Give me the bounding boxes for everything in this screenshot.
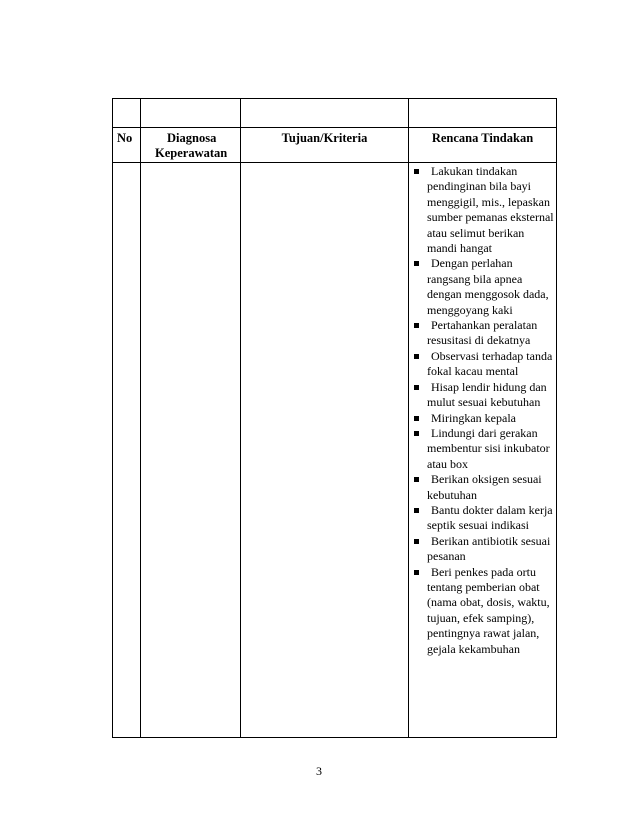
- blank-cell: [241, 99, 409, 128]
- cell-rencana: [409, 163, 557, 738]
- list-item: Dengan perlahan rangsang bila apnea dengan menggosok dada, menggoyang kaki: [413, 256, 554, 318]
- list-item: Lakukan tindakan pendinginan bila bayi menggigil, mis., lepaskan sumber pemanas eksternal atau selimut berikan mandi hangat: [413, 164, 554, 256]
- care-plan-table-container: [112, 98, 556, 738]
- square-bullet-icon: [414, 539, 419, 544]
- header-diagnosa: [141, 128, 241, 163]
- cell-diagnosa: [141, 163, 241, 738]
- list-item: Observasi terhadap tanda fokal kacau mental: [413, 349, 554, 380]
- cell-no: [113, 163, 141, 738]
- header-no: No: [113, 128, 141, 163]
- list-item: Miringkan kepala: [413, 411, 554, 426]
- list-item: Pertahankan peralatan resusitasi di dekatnya: [413, 318, 554, 349]
- header-row: [113, 128, 557, 163]
- list-item: Berikan antibiotik sesuai pesanan: [413, 534, 554, 565]
- header-diagnosa-line1: Diagnosa: [167, 131, 217, 145]
- square-bullet-icon: [414, 477, 419, 482]
- care-plan-table: [112, 98, 557, 738]
- list-item: Hisap lendir hidung dan mulut sesuai kebutuhan: [413, 380, 554, 411]
- square-bullet-icon: [414, 169, 419, 174]
- square-bullet-icon: [414, 354, 419, 359]
- table-row: [113, 163, 557, 738]
- cell-tujuan: [241, 163, 409, 738]
- square-bullet-icon: [414, 385, 419, 390]
- list-item: Beri penkes pada ortu tentang pemberian obat (nama obat, dosis, waktu, tujuan, efek samping), pentingnya rawat jalan, gejala kekambuhan: [413, 565, 554, 657]
- blank-top-row: [113, 99, 557, 128]
- page-number: 3: [316, 764, 322, 778]
- blank-cell: [141, 99, 241, 128]
- square-bullet-icon: [414, 261, 419, 266]
- square-bullet-icon: [414, 431, 419, 436]
- square-bullet-icon: [414, 508, 419, 513]
- list-item: Bantu dokter dalam kerja septik sesuai indikasi: [413, 503, 554, 534]
- square-bullet-icon: [414, 416, 419, 421]
- header-rencana: Rencana Tindakan: [409, 128, 557, 163]
- blank-cell: [113, 99, 141, 128]
- square-bullet-icon: [414, 323, 419, 328]
- blank-cell: [409, 99, 557, 128]
- square-bullet-icon: [414, 570, 419, 575]
- header-tujuan: Tujuan/Kriteria: [241, 128, 409, 163]
- list-item: Lindungi dari gerakan membentur sisi inkubator atau box: [413, 426, 554, 472]
- header-diagnosa-line2: Keperawatan: [155, 146, 228, 160]
- list-item: Berikan oksigen sesuai kebutuhan: [413, 472, 554, 503]
- action-list: [409, 163, 556, 657]
